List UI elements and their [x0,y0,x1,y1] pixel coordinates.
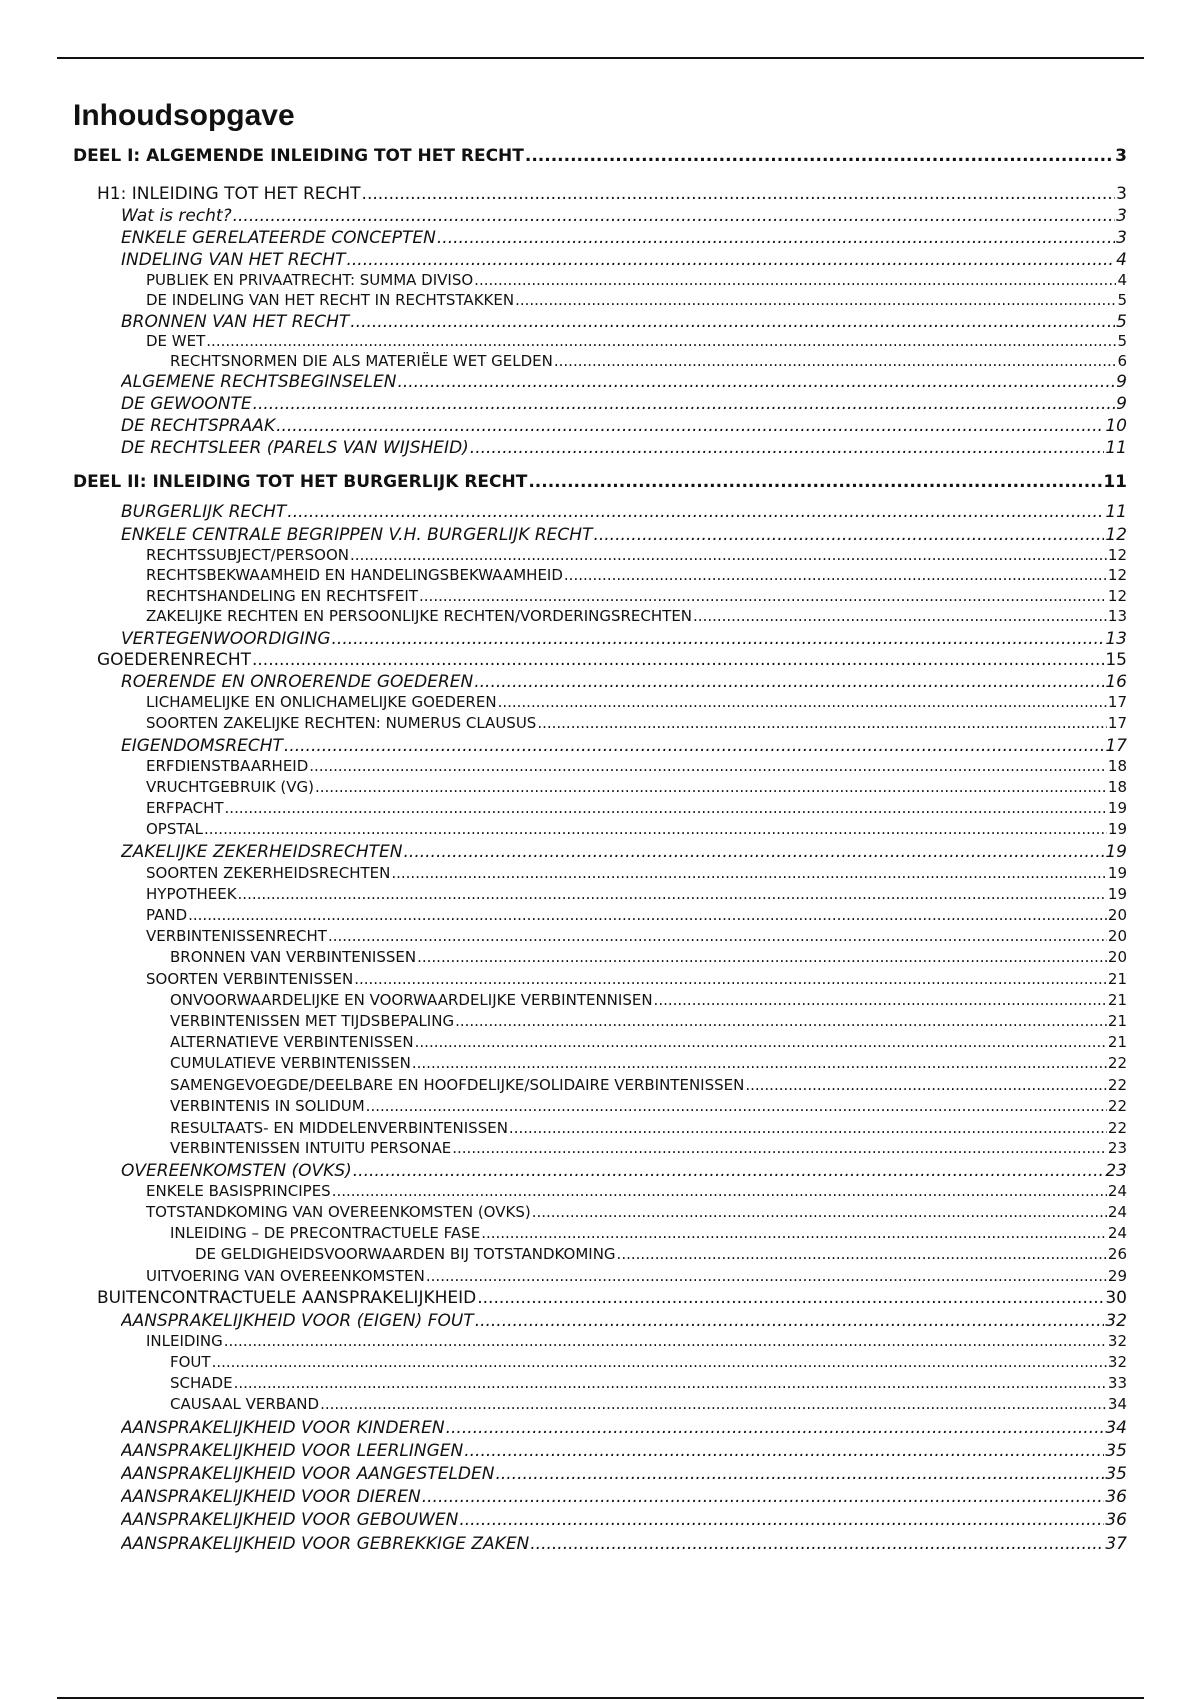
toc-entry[interactable] [121,227,1127,249]
toc-entry[interactable] [121,371,1127,393]
dot-leader [315,777,1107,797]
dot-leader [537,713,1107,733]
toc-entry-title: VERBINTENISSEN MET TIJDSBEPALING [170,1012,455,1030]
toc-entry-page: 18 [1107,757,1127,775]
toc-entry[interactable] [146,819,1127,839]
dot-leader [455,1011,1107,1031]
toc-entry-page: 33 [1107,1374,1127,1392]
toc-entry[interactable] [146,1331,1127,1351]
toc-entry-page: 36 [1105,1510,1127,1530]
toc-entry-title: DE RECHTSPRAAK [121,416,276,436]
toc-entry-title: ALGEMENE RECHTSBEGINSELEN [121,372,397,392]
toc-entry-page: 4 [1116,250,1127,270]
toc-entry-page: 22 [1107,1076,1127,1094]
toc-entry-page: 23 [1105,1161,1127,1181]
toc-entry[interactable] [170,1053,1127,1073]
dot-leader [446,1417,1105,1439]
toc-entry-page: 13 [1105,629,1127,649]
toc-entry-page: 30 [1105,1288,1127,1308]
toc-entry-title: VRUCHTGEBRUIK (VG) [146,778,314,796]
dot-leader [309,756,1107,776]
toc-entry[interactable] [146,713,1127,733]
toc-entry-title: BRONNEN VAN VERBINTENISSEN [170,948,417,966]
toc-entry[interactable] [170,1032,1127,1052]
toc-entry[interactable] [97,183,1127,205]
toc-entry-page: 35 [1105,1464,1127,1484]
toc-entry-title: VERBINTENISSEN INTUITU PERSONAE [170,1139,452,1157]
toc-entry-page: 6 [1117,352,1127,370]
dot-leader [528,471,1102,493]
toc-entry-page: 19 [1107,820,1127,838]
toc-entry[interactable] [146,798,1127,818]
toc-entry[interactable] [97,649,1127,671]
toc-entry-page: 36 [1105,1487,1127,1507]
toc-entry[interactable] [146,545,1127,565]
toc-entry[interactable] [97,1287,1127,1309]
toc-entry-title: PAND [146,906,188,924]
toc-entry[interactable] [121,628,1127,650]
toc-entry-title: CAUSAAL VERBAND [170,1395,320,1413]
toc-entry-page: 17 [1107,693,1127,711]
toc-entry[interactable] [146,1266,1127,1286]
toc-entry-title: SCHADE [170,1374,233,1392]
toc-entry[interactable] [121,1440,1127,1462]
toc-entry[interactable] [146,270,1127,290]
toc-entry[interactable] [146,926,1127,946]
toc-entry-title: DE INDELING VAN HET RECHT IN RECHTSTAKKEN [146,291,515,309]
toc-entry-title: BURGERLIJK RECHT [121,502,287,522]
toc-entry-page: 21 [1107,970,1127,988]
toc-entry[interactable] [146,969,1127,989]
toc-entry-title: DEEL II: INLEIDING TOT HET BURGERLIJK RECHT [73,472,528,492]
toc-entry-title: ENKELE BASISPRINCIPES [146,1182,331,1200]
dot-leader [284,735,1104,757]
toc-entry[interactable] [170,947,1127,967]
dot-leader [417,947,1107,967]
toc-entry-page: 20 [1107,927,1127,945]
dot-leader [481,1223,1107,1243]
dot-leader [253,393,1116,415]
dot-leader [426,1266,1107,1286]
toc-entry[interactable] [170,1096,1127,1116]
dot-leader [224,1331,1107,1351]
toc-entry-title: CUMULATIEVE VERBINTENISSEN [170,1054,411,1072]
toc-entry-title: VERBINTENISSENRECHT [146,927,327,945]
toc-entry-title: ROERENDE EN ONROERENDE GOEDEREN [121,672,474,692]
toc-entry[interactable] [73,471,1127,493]
toc-entry-page: 23 [1107,1139,1127,1157]
toc-entry-title: RECHTSSUBJECT/PERSOON [146,546,350,564]
toc-entry-title: OVEREENKOMSTEN (OVKS) [121,1161,352,1181]
toc-entry-page: 12 [1107,546,1127,564]
dot-leader [419,586,1107,606]
toc-entry-title: AANSPRAKELIJKHEID VOOR KINDEREN [121,1418,445,1438]
toc-entry-title: GOEDERENRECHT [97,650,251,670]
toc-entry[interactable] [121,311,1127,333]
toc-entry-page: 5 [1116,312,1127,332]
dot-leader [252,649,1104,671]
toc-entry[interactable] [170,1373,1127,1393]
toc-entry-title: AANSPRAKELIJKHEID VOOR LEERLINGEN [121,1441,464,1461]
toc-entry-page: 12 [1107,587,1127,605]
toc-entry[interactable] [146,1181,1127,1201]
toc-entry-title: EIGENDOMSRECHT [121,736,283,756]
toc-entry[interactable] [121,205,1127,227]
dot-leader [477,1287,1104,1309]
toc-entry-title: FOUT [170,1353,211,1371]
toc-entry-title: PUBLIEK EN PRIVAATRECHT: SUMMA DIVISO [146,271,474,289]
toc-entry-page: 3 [1116,228,1127,248]
toc-entry-page: 11 [1103,472,1127,492]
toc-entry-title: RECHTSBEKWAAMHEID EN HANDELINGSBEKWAAMHEID [146,566,563,584]
dot-leader [525,145,1114,167]
toc-entry-page: 34 [1107,1395,1127,1413]
toc-entry-title: DEEL I: ALGEMENDE INLEIDING TOT HET RECHT [73,146,524,166]
toc-entry-page: 9 [1116,372,1127,392]
toc-entry[interactable] [121,841,1127,863]
toc-entry[interactable] [146,777,1127,797]
toc-entry[interactable] [146,756,1127,776]
dot-leader [554,351,1117,371]
dot-leader [564,565,1107,585]
dot-leader [404,841,1105,863]
toc-entry[interactable] [121,671,1127,693]
dot-leader [350,545,1107,565]
toc-entry-page: 35 [1105,1441,1127,1461]
dot-leader [362,183,1116,205]
toc-entry-title: BRONNEN VAN HET RECHT [121,312,350,332]
toc-entry-page: 21 [1107,1012,1127,1030]
toc-entry-title: AANSPRAKELIJKHEID VOOR GEBOUWEN [121,1510,459,1530]
toc-entry-page: 24 [1107,1182,1127,1200]
toc-entry[interactable] [170,1352,1127,1372]
toc-entry-title: OPSTAL [146,820,203,838]
toc-entry-title: SOORTEN ZAKELIJKE RECHTEN: NUMERUS CLAUSUS [146,714,537,732]
toc-entry[interactable] [73,145,1127,167]
dot-leader [332,628,1105,650]
toc-entry-title: DE GELDIGHEIDSVOORWAARDEN BIJ TOTSTANDKOMING [195,1245,616,1263]
toc-entry[interactable] [146,1202,1127,1222]
toc-entry[interactable] [121,1310,1127,1332]
dot-leader [350,311,1115,333]
toc-entry-title: ERFDIENSTBAARHEID [146,757,309,775]
toc-entry-page: 5 [1117,291,1127,309]
toc-entry-title: AANSPRAKELIJKHEID VOOR GEBREKKIGE ZAKEN [121,1534,530,1554]
toc-entry-page: 9 [1116,394,1127,414]
toc-entry-page: 16 [1105,672,1127,692]
toc-entry-title: BUITENCONTRACTUELE AANSPRAKELIJKHEID [97,1288,477,1308]
toc-entry[interactable] [170,351,1127,371]
dot-leader [212,1352,1107,1372]
toc-entry-title: SOORTEN VERBINTENISSEN [146,970,354,988]
toc-entry-title: HYPOTHEEK [146,885,237,903]
toc-entry-title: RESULTAATS- EN MIDDELENVERBINTENISSEN [170,1119,508,1137]
toc-entry[interactable] [170,1011,1127,1031]
toc-entry-title: DE RECHTSLEER (PARELS VAN WIJSHEID) [121,438,469,458]
dot-leader [412,1053,1107,1073]
toc-entry[interactable] [146,606,1127,626]
dot-leader [475,1310,1105,1332]
toc-entry-page: 21 [1107,1033,1127,1051]
toc-entry[interactable] [121,415,1127,437]
toc-entry-page: 11 [1105,438,1127,458]
dot-leader [617,1244,1107,1264]
dot-leader [346,249,1115,271]
toc-entry-page: 24 [1107,1224,1127,1242]
toc-entry[interactable] [170,1223,1127,1243]
toc-entry-page: 32 [1107,1353,1127,1371]
dot-leader [238,884,1107,904]
toc-entry-title: DE GEWOONTE [121,394,252,414]
toc-entry-page: 29 [1107,1267,1127,1285]
dot-leader [495,1463,1104,1485]
toc-entry-page: 32 [1107,1332,1127,1350]
dot-leader [452,1138,1107,1158]
toc-entry-title: AANSPRAKELIJKHEID VOOR AANGESTELDEN [121,1464,495,1484]
toc-entry-page: 19 [1107,885,1127,903]
toc-entry-page: 22 [1107,1119,1127,1137]
dot-leader [470,437,1105,459]
toc-entry-title: ERFPACHT [146,799,224,817]
toc-entry-page: 10 [1105,416,1127,436]
toc-entry-page: 20 [1107,948,1127,966]
dot-leader [459,1509,1104,1531]
toc-entry-title: VERBINTENIS IN SOLIDUM [170,1097,365,1115]
dot-leader [391,863,1107,883]
dot-leader [354,969,1107,989]
dot-leader [509,1118,1107,1138]
toc-entry-title: ONVOORWAARDELIJKE EN VOORWAARDELIJKE VERBINTENNISEN [170,991,653,1009]
toc-entry-page: 3 [1116,206,1127,226]
dot-leader [515,290,1116,310]
dot-leader [654,990,1107,1010]
toc-entry-title: RECHTSNORMEN DIE ALS MATERIËLE WET GELDEN [170,352,553,370]
dot-leader [593,524,1104,546]
dot-leader [328,926,1107,946]
toc-entry-title: SAMENGEVOEGDE/DEELBARE EN HOOFDELIJKE/SOLIDAIRE VERBINTENISSEN [170,1076,745,1094]
toc-entry-page: 12 [1107,566,1127,584]
toc-entry-title: ENKELE GERELATEERDE CONCEPTEN [121,228,436,248]
dot-leader [474,671,1104,693]
toc-entry-title: H1: INLEIDING TOT HET RECHT [97,184,361,204]
toc-entry[interactable] [146,586,1127,606]
dot-leader [206,331,1116,351]
toc-entry-title: ALTERNATIEVE VERBINTENISSEN [170,1033,414,1051]
toc-entry[interactable] [195,1244,1127,1264]
dot-leader [693,606,1107,626]
toc-entry-page: 19 [1107,799,1127,817]
toc-entry-title: DE WET [146,332,206,350]
toc-entry-page: 13 [1107,607,1127,625]
dot-leader [474,270,1116,290]
toc-entry-title: Wat is recht? [121,206,232,226]
toc-entry[interactable] [170,1118,1127,1138]
toc-entry[interactable] [121,1509,1127,1531]
toc-entry[interactable] [170,1138,1127,1158]
dot-leader [366,1096,1107,1116]
toc-entry-page: 32 [1105,1311,1127,1331]
dot-leader [530,1533,1104,1555]
toc-entry-page: 4 [1117,271,1127,289]
dot-leader [204,819,1107,839]
toc-entry-page: 34 [1105,1418,1127,1438]
toc-entry-title: RECHTSHANDELING EN RECHTSFEIT [146,587,419,605]
dot-leader [233,205,1116,227]
toc-entry[interactable] [146,565,1127,585]
toc-entry-title: INLEIDING – DE PRECONTRACTUELE FASE [170,1224,481,1242]
toc-entry[interactable] [146,863,1127,883]
dot-leader [422,1486,1105,1508]
toc-entry-title: UITVOERING VAN OVEREENKOMSTEN [146,1267,425,1285]
toc-entry[interactable] [121,393,1127,415]
toc-entry[interactable] [121,249,1127,271]
dot-leader [745,1075,1107,1095]
toc-entry-title: ZAKELIJKE RECHTEN EN PERSOONLIJKE RECHTEN/VORDERINGSRECHTEN [146,607,693,625]
toc-entry[interactable] [121,524,1127,546]
toc-entry-title: TOTSTANDKOMING VAN OVEREENKOMSTEN (OVKS) [146,1203,531,1221]
dot-leader [464,1440,1104,1462]
toc-entry[interactable] [121,1486,1127,1508]
toc-entry-title: INLEIDING [146,1332,223,1350]
toc-entry-page: 3 [1115,146,1127,166]
toc-entry[interactable] [170,1075,1127,1095]
dot-leader [532,1202,1107,1222]
toc-entry-page: 21 [1107,991,1127,1009]
toc-entry-title: INDELING VAN HET RECHT [121,250,346,270]
toc-entry[interactable] [121,1417,1127,1439]
toc-entry-page: 24 [1107,1203,1127,1221]
toc-entry-title: LICHAMELIJKE EN ONLICHAMELIJKE GOEDEREN [146,693,497,711]
toc-entry-title: VERTEGENWOORDIGING [121,629,331,649]
dot-leader [225,798,1107,818]
toc-entry[interactable] [121,501,1127,523]
toc-entry[interactable] [170,1394,1127,1414]
toc-entry[interactable] [121,1463,1127,1485]
toc-entry-page: 5 [1117,332,1127,350]
toc-entry-title: AANSPRAKELIJKHEID VOOR DIEREN [121,1487,421,1507]
toc-entry[interactable] [146,905,1127,925]
toc-entry[interactable] [170,990,1127,1010]
toc-entry[interactable] [121,735,1127,757]
dot-leader [437,227,1115,249]
dot-leader [234,1373,1107,1393]
toc-entry[interactable] [121,1533,1127,1555]
toc-entry-page: 19 [1105,842,1127,862]
toc-entry-title: AANSPRAKELIJKHEID VOOR (EIGEN) FOUT [121,1311,474,1331]
dot-leader [415,1032,1107,1052]
dot-leader [188,905,1107,925]
toc-entry[interactable] [146,331,1127,351]
dot-leader [320,1394,1107,1414]
toc-entry[interactable] [146,692,1127,712]
dot-leader [276,415,1104,437]
dot-leader [498,692,1107,712]
toc-entry[interactable] [146,884,1127,904]
toc-entry-page: 15 [1105,650,1127,670]
toc-entry-page: 18 [1107,778,1127,796]
toc-entry-title: SOORTEN ZEKERHEIDSRECHTEN [146,864,391,882]
toc-entry-page: 26 [1107,1245,1127,1263]
toc-entry-page: 17 [1107,714,1127,732]
toc-entry-page: 22 [1107,1097,1127,1115]
toc-entry-page: 22 [1107,1054,1127,1072]
toc-entry-page: 20 [1107,906,1127,924]
page-title: Inhoudsopgave [73,99,295,132]
toc-entry[interactable] [146,290,1127,310]
footer-rule [57,1697,1144,1699]
toc-entry[interactable] [121,1160,1127,1182]
toc-entry-title: ZAKELIJKE ZEKERHEIDSRECHTEN [121,842,403,862]
toc-entry-title: ENKELE CENTRALE BEGRIPPEN V.H. BURGERLIJK RECHT [121,525,593,545]
dot-leader [332,1181,1107,1201]
toc-entry-page: 19 [1107,864,1127,882]
toc-entry[interactable] [121,437,1127,459]
toc-entry-page: 37 [1105,1534,1127,1554]
dot-leader [397,371,1115,393]
toc-entry-page: 12 [1105,525,1127,545]
dot-leader [287,501,1104,523]
toc-entry-page: 3 [1116,184,1127,204]
toc-entry-page: 11 [1105,502,1127,522]
dot-leader [353,1160,1105,1182]
toc-entry-page: 17 [1105,736,1127,756]
